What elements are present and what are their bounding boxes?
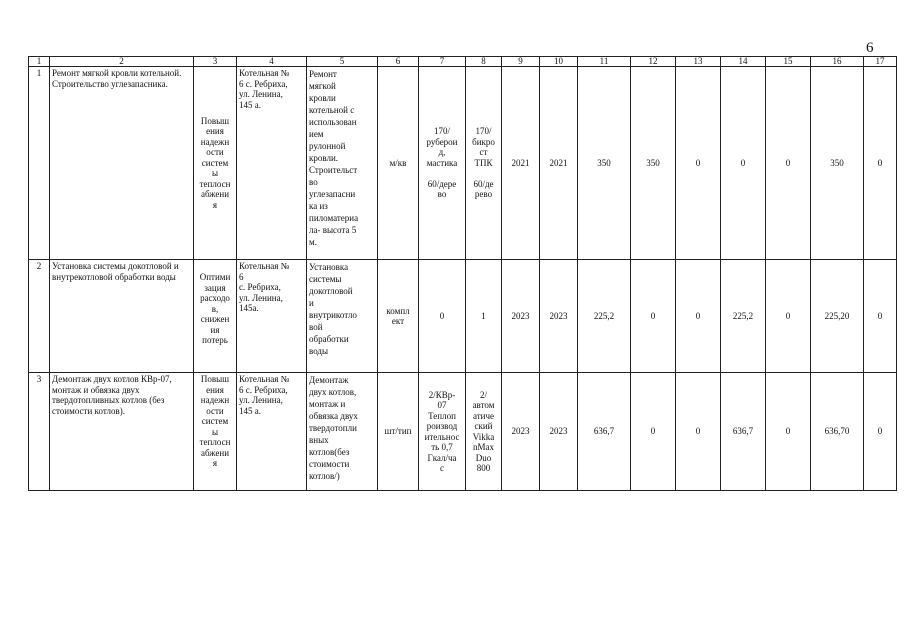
col-16: 225,20 [811,260,864,373]
header-cell: 6 [378,57,419,67]
work-location: Котельная № 6 с. Ребриха, ул. Ленина, 145 а. [237,67,307,260]
col-10: 2023 [540,260,578,373]
col-17: 0 [864,260,897,373]
unit: компл ект [378,260,419,373]
work-purpose: Повыш ения надежн ости систем ы теплосн абжени я [194,67,237,260]
col-14: 636,7 [721,373,766,491]
table-header-row [29,57,897,67]
works-table [28,56,897,491]
header-cell: 4 [237,57,307,67]
header-cell: 1 [29,57,50,67]
header-cell: 10 [540,57,578,67]
work-location: Котельная № 6 с. Ребриха, ул. Ленина, 145 а. [237,373,307,491]
col-9: 2023 [502,373,540,491]
col-11: 225,2 [578,260,631,373]
header-cell: 9 [502,57,540,67]
col-16: 636,70 [811,373,864,491]
header-cell: 16 [811,57,864,67]
header-cell: 5 [307,57,378,67]
col-17: 0 [864,373,897,491]
page-number: 6 [866,40,874,56]
col-7: 2/КВр- 07 Теплоп роизвод ительнос ть 0,7 Гкал/ча с [419,373,466,491]
col-12: 0 [631,260,676,373]
col-8: 2/ автом атиче ский Vikka nMax Duo 800 [466,373,502,491]
col-16: 350 [811,67,864,260]
row-number: 2 [29,260,50,373]
work-name: Ремонт мягкой кровли котельной. Строительство углезапасника. [50,67,194,260]
col-15: 0 [766,260,811,373]
header-cell: 2 [50,57,194,67]
col-11: 350 [578,67,631,260]
unit: шт/тип [378,373,419,491]
header-cell: 12 [631,57,676,67]
col-7: 0 [419,260,466,373]
work-description: Ремонт мягкой кровли котельной с использован ием рулонной кровли. Строительст во углезапасни ка из пиломатериа ла- высота 5 м. [307,67,378,260]
row-number: 1 [29,67,50,260]
table-row [29,260,897,373]
col-17: 0 [864,67,897,260]
col-12: 0 [631,373,676,491]
col-13: 0 [676,260,721,373]
work-location: Котельная № 6 с. Ребриха, ул. Ленина, 145а. [237,260,307,373]
header-cell: 14 [721,57,766,67]
table-row [29,67,897,260]
row-number: 3 [29,373,50,491]
header-cell: 8 [466,57,502,67]
header-cell: 3 [194,57,237,67]
header-cell: 17 [864,57,897,67]
col-14: 225,2 [721,260,766,373]
work-name: Установка системы докотловой и внутрекотловой обработки воды [50,260,194,373]
header-cell: 11 [578,57,631,67]
work-description: Демонтаж двух котлов, монтаж и обвязка двух твердотопли вных котлов(без стоимости котлов/) [307,373,378,491]
work-purpose: Повыш ения надежн ости систем ы теплосн абжени я [194,373,237,491]
col-15: 0 [766,373,811,491]
work-name: Демонтаж двух котлов КВр-07, монтаж и обвязка двух твердотопливных котлов (без стоимости котлов). [50,373,194,491]
col-11: 636,7 [578,373,631,491]
col-7: 170/ руберои д, мастика 60/дере во [419,67,466,260]
col-13: 0 [676,373,721,491]
col-9: 2021 [502,67,540,260]
header-cell: 7 [419,57,466,67]
header-cell: 13 [676,57,721,67]
work-description: Установка системы докотловой и внутрикотло вой обработки воды [307,260,378,373]
col-8: 170/ бикро ст ТПК 60/де рево [466,67,502,260]
col-12: 350 [631,67,676,260]
unit: м/кв [378,67,419,260]
col-9: 2023 [502,260,540,373]
col-10: 2023 [540,373,578,491]
header-cell: 15 [766,57,811,67]
work-purpose: Оптими зация расходо в, снижен ия потерь [194,260,237,373]
col-10: 2021 [540,67,578,260]
col-15: 0 [766,67,811,260]
col-13: 0 [676,67,721,260]
col-14: 0 [721,67,766,260]
col-8: 1 [466,260,502,373]
table-row [29,373,897,491]
